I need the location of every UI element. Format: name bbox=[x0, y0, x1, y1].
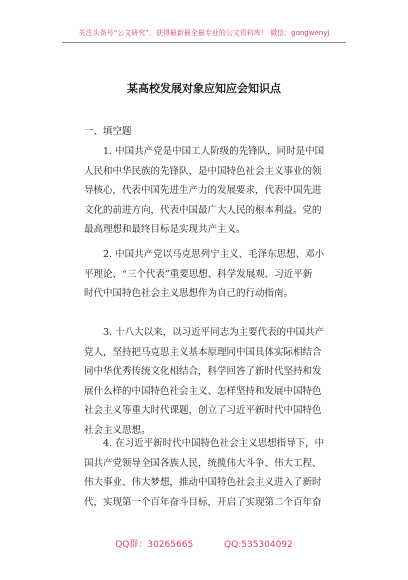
paragraph-1 bbox=[84, 142, 342, 240]
paragraph-2 bbox=[84, 245, 342, 304]
header-note: 关注头条号“公文研究”，获得最新最全最专业的公文资料库！ 微信：gongwenyj bbox=[78, 29, 330, 37]
paragraph-line: 最高理想和最终目标是实现共产主义。 bbox=[84, 224, 246, 235]
paragraph-line: 1. 中国共产党是中国工人阶级的先锋队，同时是中国 bbox=[103, 146, 325, 157]
section-heading: 一、填空题 bbox=[84, 126, 132, 137]
footer-contact bbox=[0, 537, 408, 550]
footer-qq-number: QQ:535304092 bbox=[224, 540, 293, 550]
paragraph-line: 3. 十八大以来，以习近平同志为主要代表的中国共产 bbox=[103, 327, 325, 338]
document-title: 某高校发展对象应知应会知识点 bbox=[127, 82, 281, 95]
paragraph-line: 导核心，代表中国先进生产力的发展要求，代表中国先进 bbox=[84, 185, 322, 196]
paragraph-line: 国共产党领导全国各族人民，统揽伟大斗争、伟大工程、 bbox=[84, 457, 322, 469]
paragraph-line: 社会主义思想。 bbox=[84, 424, 151, 436]
paragraph-line: 4. 在习近平新时代中国特色社会主义思想指导下，中 bbox=[103, 438, 325, 449]
paragraph-line: 代，实现第一个百年奋斗目标，开启了实现第二个百年奋 bbox=[84, 496, 322, 508]
paragraph-line: 社会主义等重大时代课题，创立了习近平新时代中国特色 bbox=[84, 405, 322, 416]
paragraph-line: 展什么样的中国特色社会主义、怎样坚持和发展中国特色 bbox=[84, 385, 322, 397]
paragraph-line: 平理论、“三个代表”重要思想、科学发展观、习近平新 bbox=[84, 268, 313, 280]
footer-qq-group: QQ群：30265665 bbox=[115, 540, 194, 550]
paragraph-3 bbox=[84, 323, 342, 440]
paragraph-line: 时代中国特色社会主义思想作为自己的行动指南。 bbox=[84, 288, 294, 299]
paragraph-line: 2. 中国共产党以马克思列宁主义、毛泽东思想、邓小 bbox=[103, 249, 325, 260]
paragraph-line: 同中华优秀传统文化相结合，科学回答了新时代坚持和发 bbox=[84, 366, 322, 377]
paragraph-line: 党人，坚持把马克思主义基本原理同中国具体实际相结合 bbox=[84, 346, 322, 358]
paragraph-4 bbox=[84, 434, 342, 512]
paragraph-line: 伟大事业、伟大梦想，推动中国特色社会主义进入了新时 bbox=[84, 477, 322, 488]
paragraph-line: 人民和中华民族的先锋队，是中国特色社会主义事业的领 bbox=[84, 165, 322, 177]
header-divider bbox=[62, 42, 346, 43]
paragraph-line: 文化的前进方向，代表中国最广大人民的根本利益。党的 bbox=[84, 204, 322, 216]
